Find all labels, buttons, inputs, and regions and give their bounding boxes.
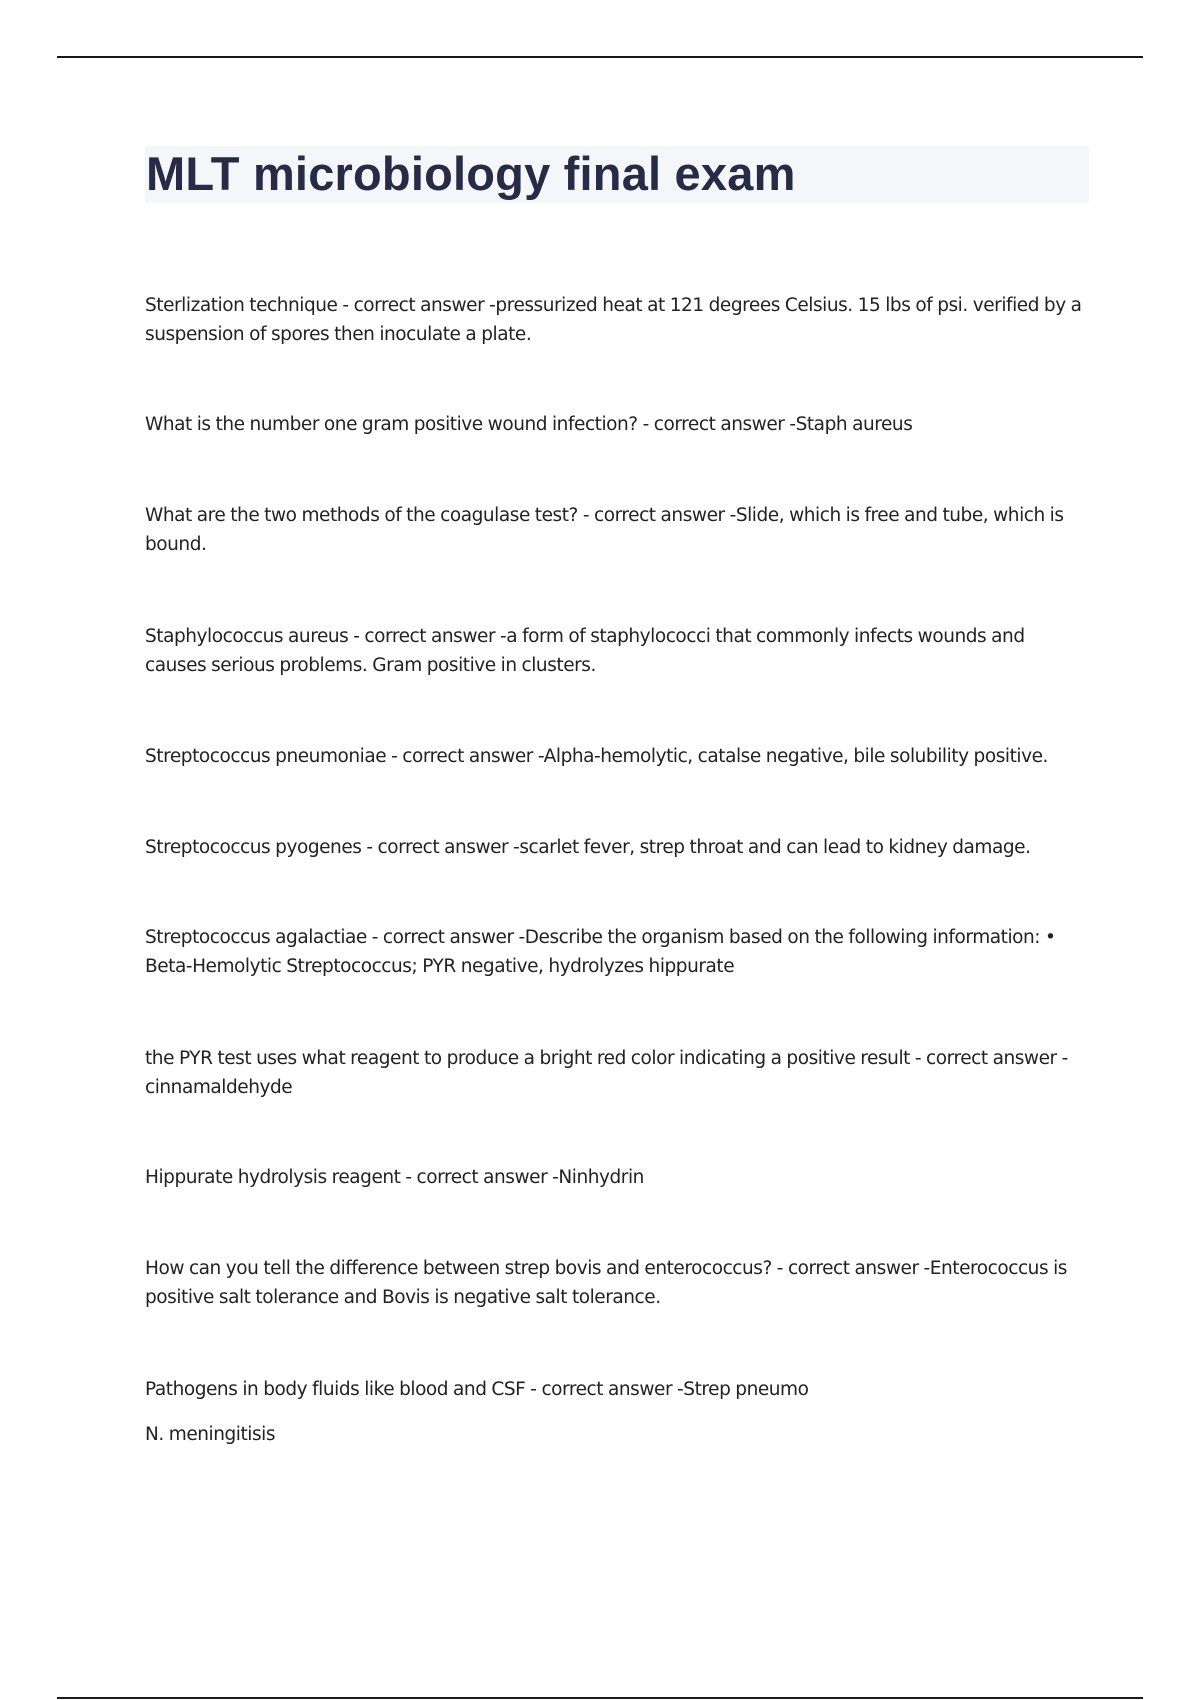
footer-rule xyxy=(57,1697,1143,1699)
document-title: MLT microbiology final exam xyxy=(146,147,796,200)
qa-item-strep-agalactiae: Streptococcus agalactiae - correct answer -Describe the organism based on the following information: • Beta-Hemolytic Streptococcus; PYR negative, hydrolyzes hippurate xyxy=(145,927,1056,977)
qa-item-strep-pneumoniae: Streptococcus pneumoniae - correct answer -Alpha-hemolytic, catalse negative, bile solubility positive. xyxy=(145,746,1048,767)
qa-item-hippurate: Hippurate hydrolysis reagent - correct answer -Ninhydrin xyxy=(145,1167,644,1188)
qa-item-bovis-enterococcus: How can you tell the difference between strep bovis and enterococcus? - correct answer -Enterococcus is positive salt tolerance and Bovis is negative salt tolerance. xyxy=(145,1258,1067,1308)
qa-item-coagulase: What are the two methods of the coagulase test? - correct answer -Slide, which is free and tube, which is bound. xyxy=(145,505,1064,555)
qa-item-wound-infection: What is the number one gram positive wound infection? - correct answer -Staph aureus xyxy=(145,414,913,435)
qa-item-strep-pyogenes: Streptococcus pyogenes - correct answer -scarlet fever, strep throat and can lead to kidney damage. xyxy=(145,837,1031,858)
header-rule xyxy=(57,56,1143,58)
qa-item-meningitisis: N. meningitisis xyxy=(145,1424,276,1445)
qa-item-sterilization: Sterlization technique - correct answer -pressurized heat at 121 degrees Celsius. 15 lbs of psi. verified by a suspension of spores then inoculate a plate. xyxy=(145,295,1082,345)
qa-item-body-fluids: Pathogens in body fluids like blood and CSF - correct answer -Strep pneumo xyxy=(145,1379,809,1400)
qa-item-staph-aureus: Staphylococcus aureus - correct answer -a form of staphylococci that commonly infects wounds and causes serious problems. Gram positive in clusters. xyxy=(145,626,1025,676)
qa-item-pyr-test: the PYR test uses what reagent to produce a bright red color indicating a positive result - correct answer -cinnamaldehyde xyxy=(145,1048,1068,1098)
